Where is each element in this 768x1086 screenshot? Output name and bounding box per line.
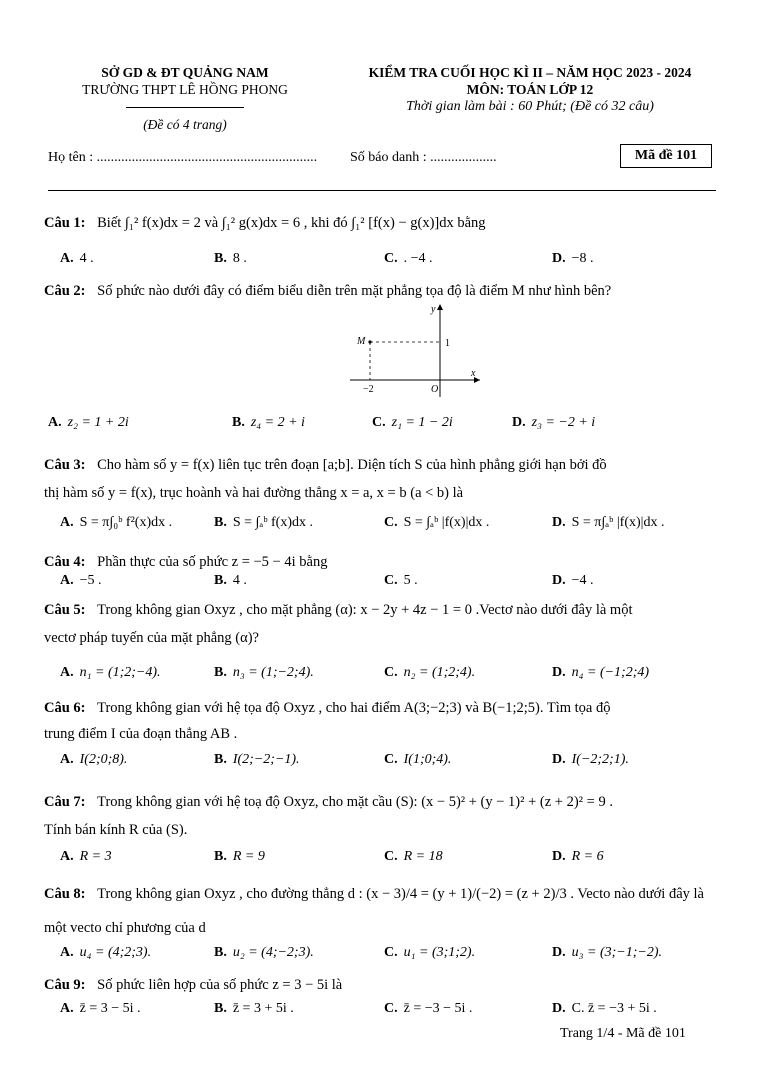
question-6 — [44, 698, 734, 718]
question-text: Số phức nào dưới đây có điểm biểu diễn trên mặt phẳng tọa độ là điểm M như hình bên? — [97, 283, 612, 299]
question-text: Phần thực của số phức z = −5 − 4i bằng — [97, 554, 328, 570]
subject: MÔN: TOÁN LỚP 12 — [466, 82, 594, 97]
q8-option-b[interactable]: B. u₂ = (4;−2;3). — [214, 945, 314, 960]
question-number: Câu 5: — [44, 602, 86, 618]
question-3-line2: thị hàm số y = f(x), trục hoành và hai đường thẳng x = a, x = b (a < b) là — [44, 485, 464, 501]
question-9 — [44, 975, 734, 995]
tick-y-1: 1 — [445, 338, 450, 349]
q3-option-d[interactable]: D. S = π∫ₐᵇ |f(x)|dx . — [552, 515, 665, 530]
label-x: x — [471, 368, 476, 379]
question-4 — [44, 552, 734, 572]
q8-option-c[interactable]: C. u₁ = (3;1;2). — [384, 945, 476, 960]
exam-title: KIỂM TRA CUỐI HỌC KÌ II – NĂM HỌC 2023 - 2024 — [368, 65, 692, 80]
question-text-line1: Trong không gian Oxyz , cho mặt phẳng (α): x − 2y + 4z − 1 = 0 .Vectơ nào dưới đây là một — [97, 602, 633, 618]
q2-option-a[interactable]: A. z₂ = 1 + 2i — [48, 415, 129, 430]
q9-option-c[interactable]: C. z̄ = −3 − 5i . — [384, 1001, 473, 1016]
header-divider — [126, 107, 244, 108]
pages-note: (Đề có 4 trang) — [143, 117, 227, 132]
complex-plane-figure — [345, 300, 485, 400]
question-1 — [44, 213, 734, 233]
q2-option-c[interactable]: C. z₁ = 1 − 2i — [372, 415, 453, 430]
question-text-line1: Trong không gian với hệ tọa độ Oxyz , cho hai điểm A(3;−2;3) và B(−1;2;5). Tìm tọa độ — [97, 700, 611, 716]
school-name: TRƯỜNG THPT LÊ HỒNG PHONG — [82, 82, 288, 97]
exam-code-box: Mã đề 101 — [620, 144, 712, 168]
duration: Thời gian làm bài : 60 Phút; (Đề có 32 câu) — [406, 99, 654, 114]
q1-option-a[interactable]: A. 4 . — [60, 251, 94, 266]
q7-option-a[interactable]: A. R = 3 — [60, 849, 112, 864]
question-text-line1: Trong không gian với hệ toạ độ Oxyz, cho mặt cầu (S): (x − 5)² + (y − 1)² + (z + 2)² = 9 . — [97, 794, 613, 810]
name-field: Họ tên : ............................................................... — [48, 150, 318, 165]
label-origin: O — [431, 384, 439, 395]
q2-option-d[interactable]: D. z₃ = −2 + i — [512, 415, 596, 430]
question-text: Biết ∫₁² f(x)dx = 2 và ∫₁² g(x)dx = 6 , khi đó ∫₁² [f(x) − g(x)]dx bằng — [97, 215, 486, 231]
q8-option-a[interactable]: A. u₄ = (4;2;3). — [60, 945, 152, 960]
question-number: Câu 3: — [44, 457, 86, 473]
question-number: Câu 4: — [44, 554, 86, 570]
tick-x-neg2: −2 — [363, 384, 374, 395]
question-2 — [44, 281, 734, 301]
q7-option-c[interactable]: C. R = 18 — [384, 849, 443, 864]
question-number: Câu 6: — [44, 700, 86, 716]
q7-option-d[interactable]: D. R = 6 — [552, 849, 604, 864]
dept-name: SỞ GD & ĐT QUẢNG NAM — [101, 65, 269, 80]
q5-option-a[interactable]: A. n₁ = (1;2;−4). — [60, 665, 161, 680]
question-number: Câu 2: — [44, 283, 86, 299]
q2-option-b[interactable]: B. z₄ = 2 + i — [232, 415, 305, 430]
q7-option-b[interactable]: B. R = 9 — [214, 849, 265, 864]
q1-option-c[interactable]: C. . −4 . — [384, 251, 433, 266]
q1-option-d[interactable]: D. −8 . — [552, 251, 594, 266]
question-8 — [44, 884, 734, 904]
q4-option-c[interactable]: C. 5 . — [384, 573, 418, 588]
q8-option-d[interactable]: D. u₃ = (3;−1;−2). — [552, 945, 662, 960]
q5-option-c[interactable]: C. n₂ = (1;2;4). — [384, 665, 476, 680]
question-number: Câu 9: — [44, 977, 86, 993]
question-number: Câu 8: — [44, 886, 86, 902]
question-7 — [44, 792, 734, 812]
q6-option-d[interactable]: D. I(−2;2;1). — [552, 752, 629, 767]
question-text: Số phức liên hợp của số phức z = 3 − 5i là — [97, 977, 343, 993]
q3-option-a[interactable]: A. S = π∫₀ᵇ f²(x)dx . — [60, 515, 173, 530]
label-m: M — [357, 336, 366, 347]
question-6-line2: trung điểm I của đoạn thẳng AB . — [44, 726, 238, 742]
question-text-line1: Cho hàm số y = f(x) liên tục trên đoạn [a;b]. Diện tích S của hình phẳng giới hạn bởi đồ — [97, 457, 607, 473]
question-number: Câu 7: — [44, 794, 86, 810]
question-3 — [44, 455, 734, 475]
q5-option-b[interactable]: B. n₃ = (1;−2;4). — [214, 665, 314, 680]
q1-option-b[interactable]: B. 8 . — [214, 251, 247, 266]
q4-option-b[interactable]: B. 4 . — [214, 573, 247, 588]
q4-option-a[interactable]: A. −5 . — [60, 573, 102, 588]
question-8-line2: một vecto chỉ phương của d — [44, 920, 206, 936]
question-7-line2: Tính bán kính R của (S). — [44, 822, 188, 838]
q5-option-d[interactable]: D. n₄ = (−1;2;4) — [552, 665, 650, 680]
page-footer: Trang 1/4 - Mã đề 101 — [560, 1026, 686, 1041]
q9-option-b[interactable]: B. z̄ = 3 + 5i . — [214, 1001, 294, 1016]
label-y: y — [431, 304, 436, 315]
question-5 — [44, 600, 734, 620]
question-number: Câu 1: — [44, 215, 86, 231]
header-right — [320, 64, 740, 115]
q3-option-b[interactable]: B. S = ∫ₐᵇ f(x)dx . — [214, 515, 314, 530]
header-rule — [48, 190, 716, 191]
q9-option-d[interactable]: D. C. z̄ = −3 + 5i . — [552, 1001, 657, 1016]
header-left — [40, 64, 330, 133]
q6-option-c[interactable]: C. I(1;0;4). — [384, 752, 452, 767]
question-text-line1: Trong không gian Oxyz , cho đường thẳng d : (x − 3)/4 = (y + 1)/(−2) = (z + 2)/3 . Vecto nào dưới đây là — [97, 886, 704, 902]
point-m — [368, 340, 371, 343]
q6-option-b[interactable]: B. I(2;−2;−1). — [214, 752, 300, 767]
q9-option-a[interactable]: A. z̄ = 3 − 5i . — [60, 1001, 141, 1016]
sbd-field: Số báo danh : ................... — [350, 150, 497, 165]
q4-option-d[interactable]: D. −4 . — [552, 573, 594, 588]
q6-option-a[interactable]: A. I(2;0;8). — [60, 752, 128, 767]
question-5-line2: vectơ pháp tuyến của mặt phẳng (α)? — [44, 630, 259, 646]
y-axis-arrow — [437, 304, 443, 310]
q3-option-c[interactable]: C. S = ∫ₐᵇ |f(x)|dx . — [384, 515, 490, 530]
